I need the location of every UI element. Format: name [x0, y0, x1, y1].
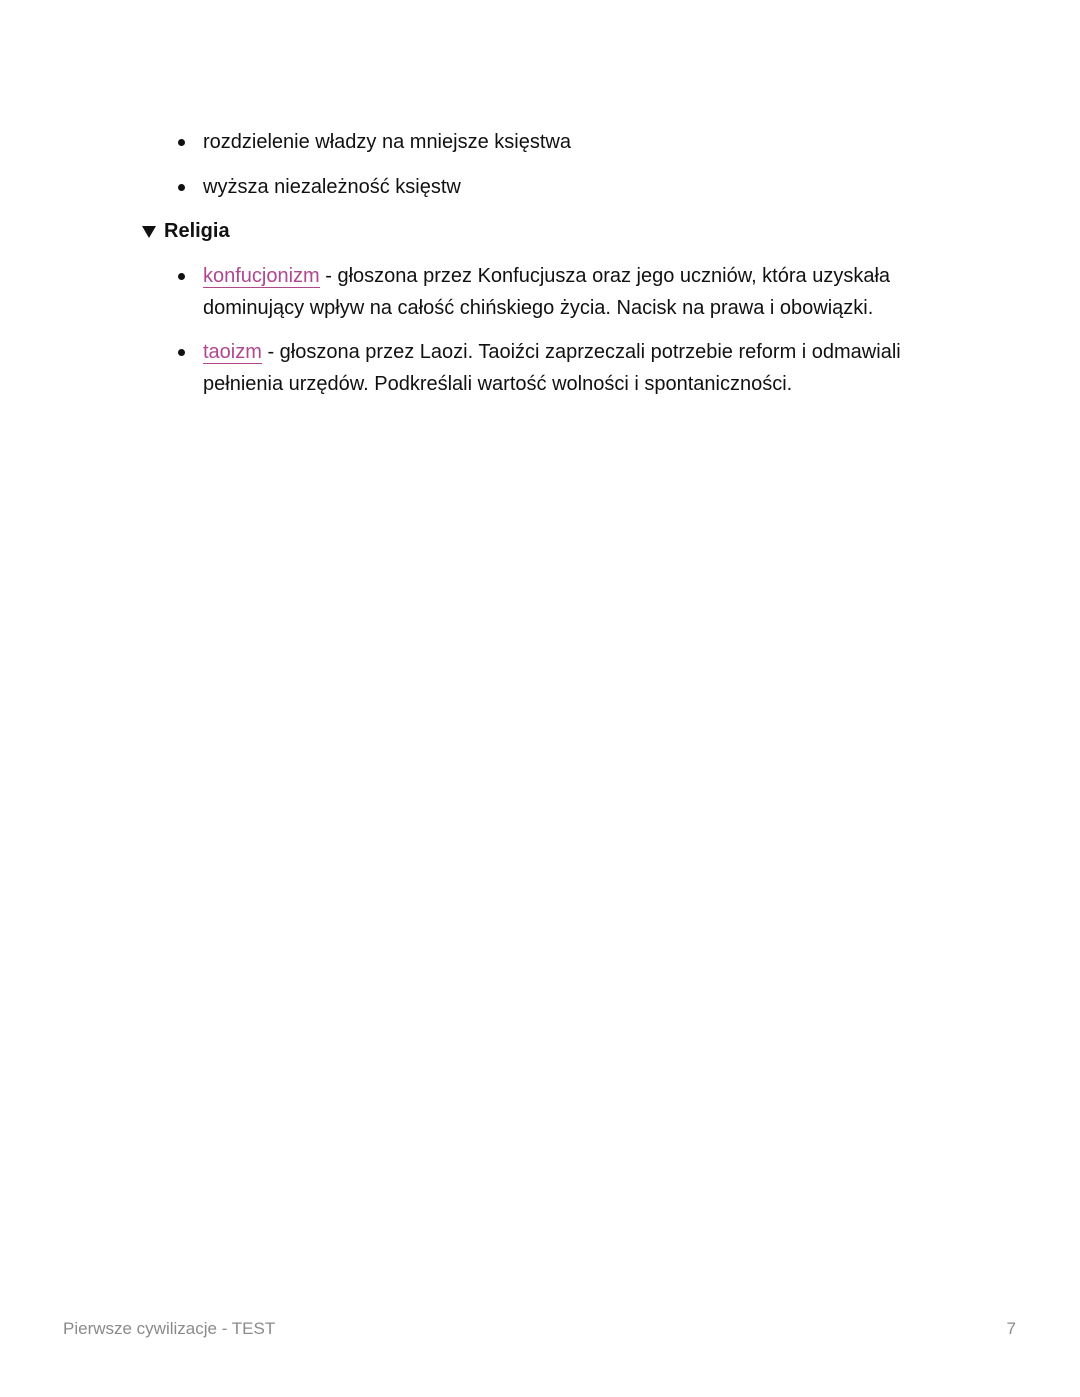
term-link-taoizm[interactable]: taoizm — [203, 341, 262, 363]
list-item-text: - głoszona przez Laozi. Taoiźci zaprzeczali potrzebie reform i odmawiali pełnienia urzędów. Podkreślali wartość wolności i spontaniczności. — [203, 341, 901, 395]
footer-document-title: Pierwsze cywilizacje - TEST — [63, 1319, 276, 1338]
section-heading: Religia — [164, 220, 230, 242]
bullet-icon — [178, 273, 185, 280]
bullet-icon — [178, 139, 185, 146]
bullet-icon — [178, 349, 185, 356]
list-item — [203, 336, 963, 400]
list-item-text: - głoszona przez Konfucjusza oraz jego uczniów, która uzyskała dominujący wpływ na całość chińskiego życia. Nacisk na prawa i obowiązki. — [203, 265, 891, 319]
toggle-section-religia[interactable] — [142, 215, 230, 247]
term-link-konfucjonizm[interactable]: konfucjonizm — [203, 265, 320, 287]
list-item — [203, 171, 963, 203]
triangle-down-icon[interactable] — [142, 226, 156, 238]
list-item — [203, 260, 963, 324]
list-item-text: wyższa niezależność księstw — [203, 176, 461, 198]
list-item — [203, 126, 963, 158]
list-item-text: rozdzielenie władzy na mniejsze księstwa — [203, 131, 571, 153]
bullet-icon — [178, 184, 185, 191]
footer-page-number: 7 — [1006, 1319, 1016, 1338]
